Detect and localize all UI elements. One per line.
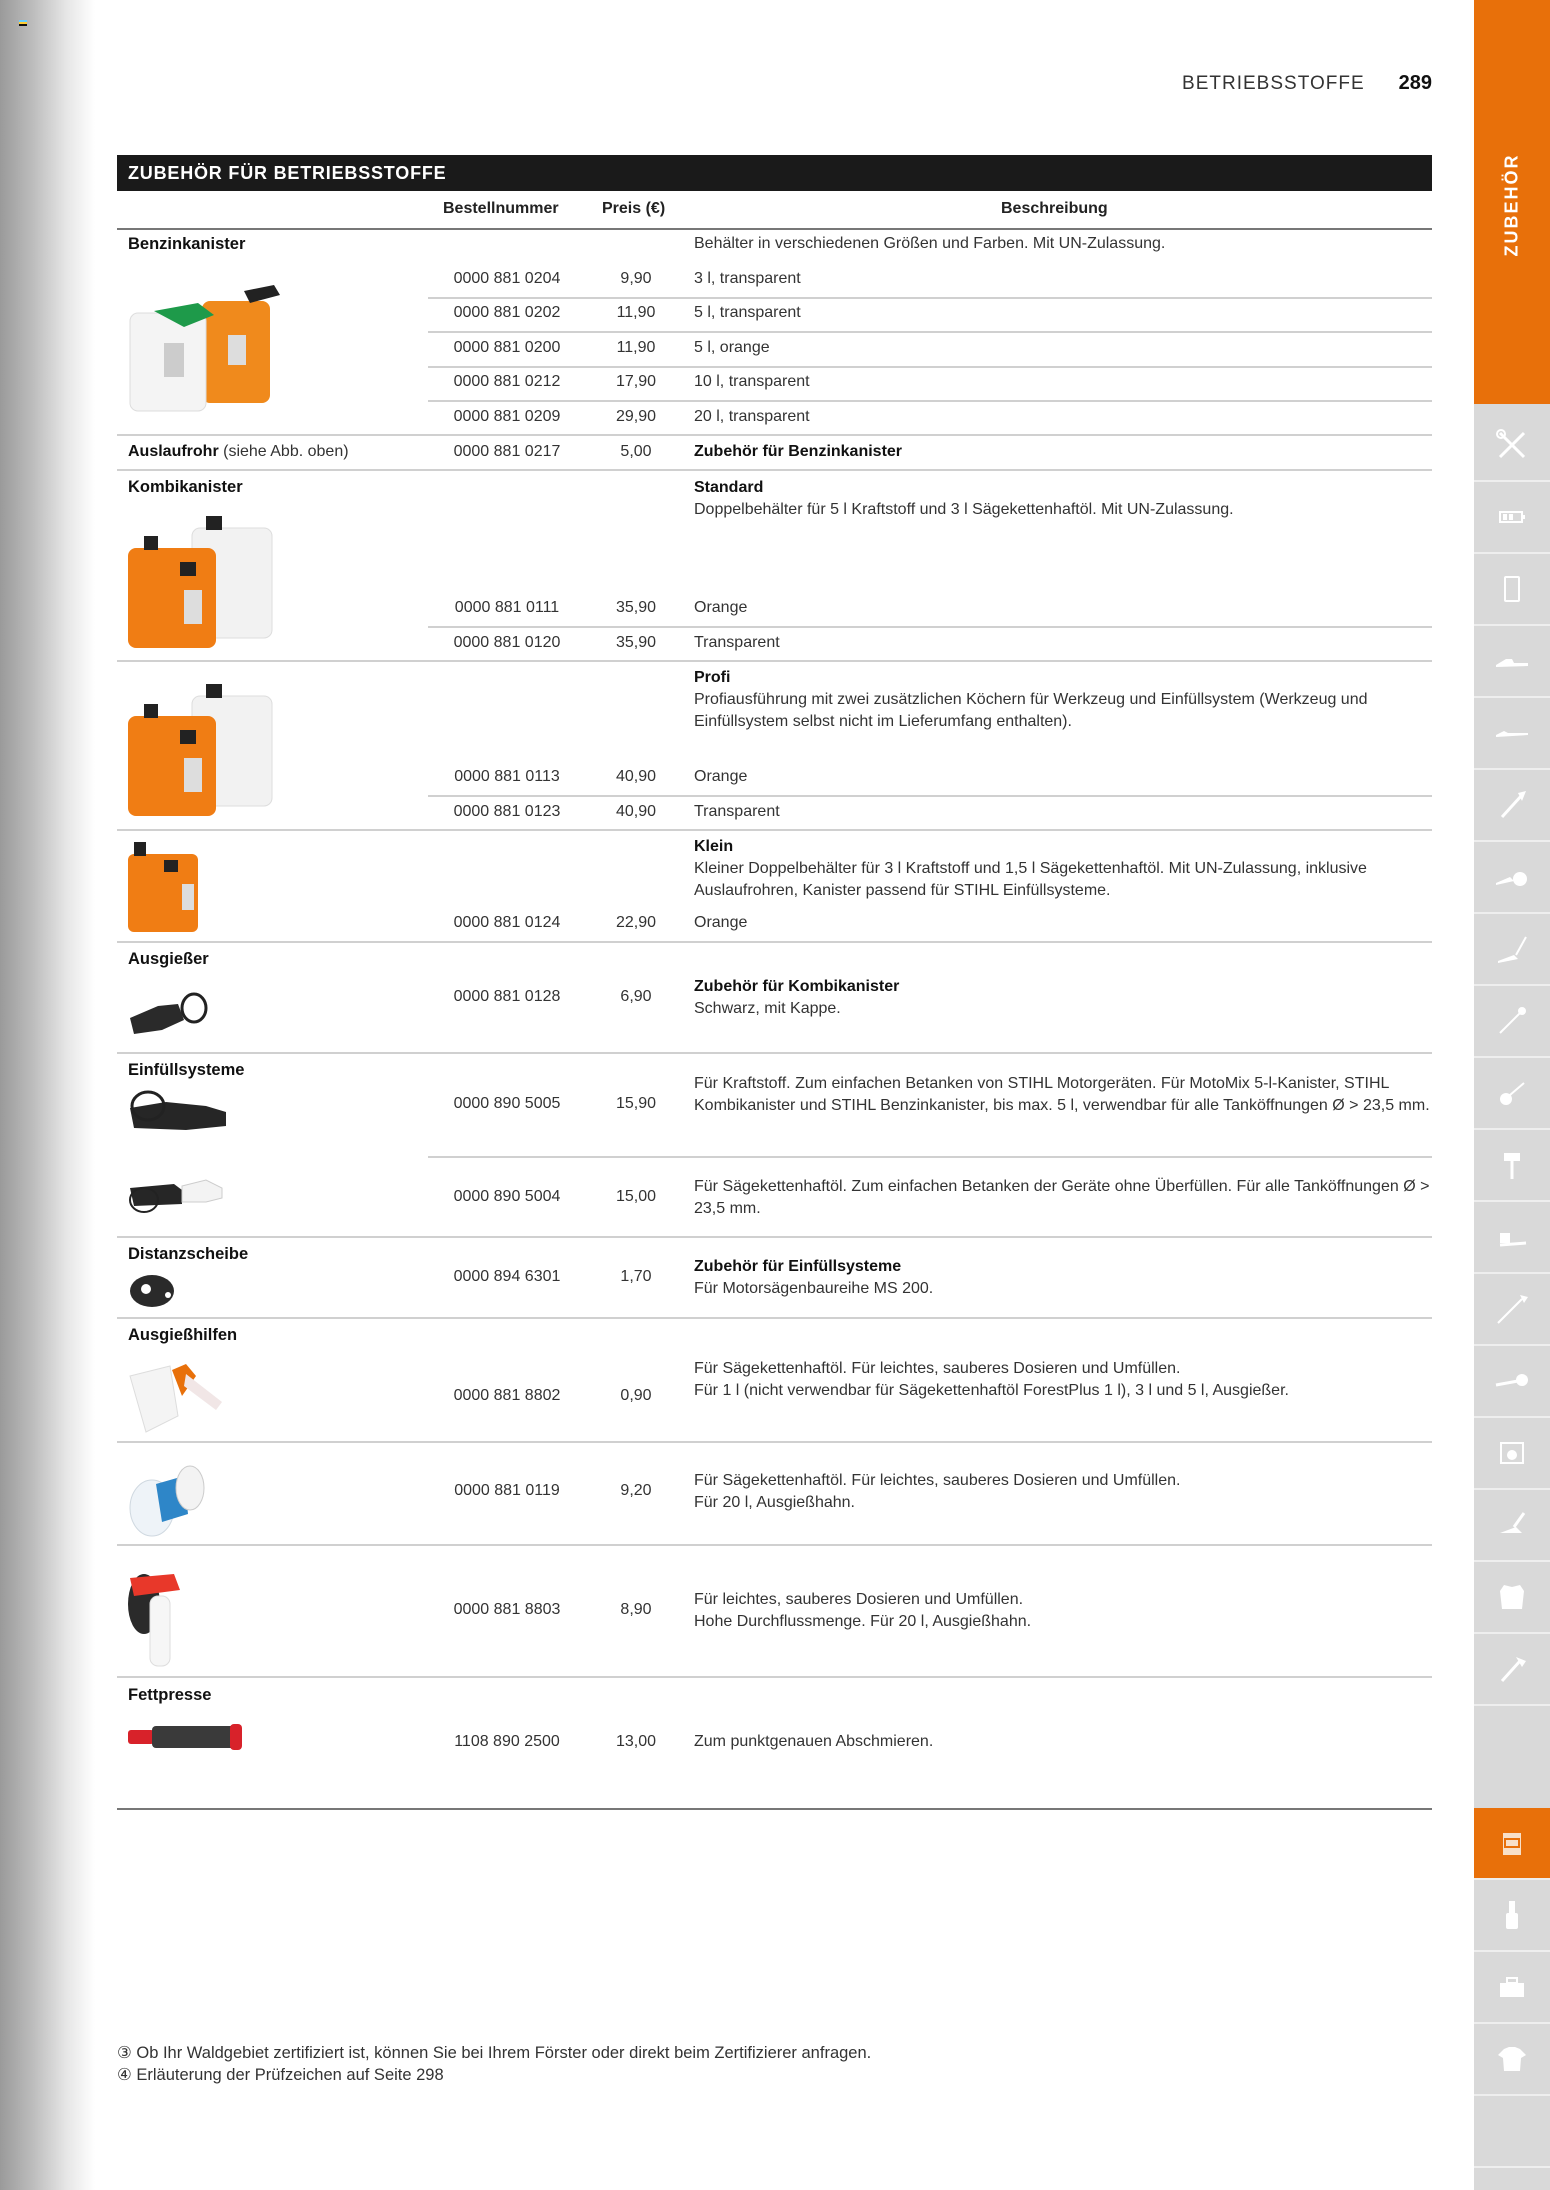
price: 17,90: [615, 373, 657, 390]
price: 9,20: [620, 1482, 652, 1499]
price: 40,90: [615, 803, 657, 820]
sidebar-item-chainsaw[interactable]: [1474, 626, 1550, 698]
price: 9,90: [620, 270, 652, 287]
chainsaw-icon: [1492, 641, 1532, 681]
order-number: 0000 881 0123: [453, 803, 561, 820]
row-divider: [117, 829, 1432, 831]
order-number: 0000 890 5005: [453, 1095, 561, 1112]
leaf-blower-icon: [1492, 1361, 1532, 1401]
blower-icon: [1492, 1217, 1532, 1257]
side-tab-zubehoer[interactable]: [1474, 0, 1550, 404]
kombikanister-klein-image: [124, 840, 204, 936]
product-name-ausgiesshilfen: Ausgießhilfen: [128, 1326, 238, 1344]
kombikanister-standard-image: [124, 510, 294, 650]
order-number: 0000 881 8803: [453, 1601, 561, 1618]
description: 20 l, transparent: [694, 408, 810, 425]
product-name-auslaufrohr: Auslaufrohr (siehe Abb. oben): [128, 443, 349, 460]
sidebar-item-blank[interactable]: [1474, 2096, 1550, 2168]
price: 0,90: [620, 1387, 652, 1404]
price: 11,90: [616, 304, 656, 321]
product-name-benzinkanister: Benzinkanister: [128, 235, 246, 253]
description: Orange: [694, 599, 748, 616]
row-divider: [117, 1544, 1432, 1546]
order-number: 0000 881 0202: [453, 304, 561, 321]
price: 1,70: [620, 1268, 652, 1285]
benzinkanister-image: [124, 283, 304, 413]
battery-icon: [1492, 497, 1532, 537]
sidebar-item-earth-auger[interactable]: [1474, 1130, 1550, 1202]
price: 8,90: [620, 1601, 652, 1618]
row-divider: [117, 469, 1432, 471]
cutoff-saw-icon: [1492, 857, 1532, 897]
sidebar-item-generator[interactable]: [1474, 1418, 1550, 1490]
price: 11,90: [616, 339, 656, 356]
axe-icon: [1492, 1649, 1532, 1689]
table-title: ZUBEHÖR FÜR BETRIEBSSTOFFE: [117, 155, 1432, 191]
sidebar-item-axe[interactable]: [1474, 1634, 1550, 1706]
description: Zum punktgenauen Abschmieren.: [694, 1733, 934, 1750]
order-number: 0000 881 0120: [453, 634, 561, 651]
column-header-bestellnummer: Bestellnummer: [443, 200, 559, 217]
row-divider: [428, 626, 1432, 628]
price: 22,90: [615, 914, 657, 931]
row-divider: [428, 795, 1432, 797]
description: Transparent: [694, 634, 780, 651]
kombikanister-standard-desc: Standard Doppelbehälter für 5 l Kraftstoff und 3 l Sägekettenhaftöl. Mit UN-Zulassung.: [694, 479, 1234, 518]
row-divider: [117, 1052, 1432, 1054]
sidebar-item-pole-saw[interactable]: [1474, 698, 1550, 770]
thumb-index-sidebar: [1474, 0, 1550, 2190]
pole-saw-icon: [1492, 713, 1532, 753]
price: 15,00: [615, 1188, 657, 1205]
footnotes: [117, 2042, 871, 2086]
side-tab-label: ZUBEHÖR: [1501, 153, 1522, 257]
toolbox-icon: [1492, 1967, 1532, 2007]
order-number: 0000 890 5004: [453, 1188, 561, 1205]
einfuellsystem-kraftstoff-image: [126, 1090, 230, 1138]
sidebar-item-leaf-blower[interactable]: [1474, 1346, 1550, 1418]
price: 15,90: [615, 1095, 657, 1112]
tablet-icon: [1492, 569, 1532, 609]
price: 35,90: [615, 634, 657, 651]
ausgiesser-image: [128, 990, 210, 1038]
product-name-fettpresse: Fettpresse: [128, 1686, 212, 1704]
order-number: 0000 881 0209: [453, 408, 561, 425]
sidebar-item-spray-bottle[interactable]: [1474, 1880, 1550, 1952]
price: 5,00: [620, 443, 652, 460]
ausgiesshilfe-3-image: [124, 1568, 196, 1670]
row-divider: [117, 941, 1432, 943]
row-divider: [428, 297, 1432, 299]
order-number: 1108 890 2500: [454, 1733, 560, 1750]
order-number: 0000 881 0119: [454, 1482, 560, 1499]
tools-icon: [1492, 425, 1532, 465]
order-number: 0000 881 0217: [453, 443, 561, 460]
header-rule: [117, 228, 1432, 230]
product-name-kombikanister: Kombikanister: [128, 478, 243, 496]
trimmer-icon: [1492, 1001, 1532, 1041]
kombikanister-klein-desc: Klein Kleiner Doppelbehälter für 3 l Kraftstoff und 1,5 l Sägekettenhaftöl. Mit UN-Zulassung, inklusive Auslaufrohren, Kanister passend für STIHL Einfüllsysteme.: [694, 838, 1367, 899]
product-name-einfuellsysteme: Einfüllsysteme: [128, 1061, 245, 1079]
print-registration-mark: [19, 20, 27, 27]
order-number: 0000 881 8802: [453, 1387, 561, 1404]
description: Für Sägekettenhaftöl. Für leichtes, sauberes Dosieren und Umfüllen. Für 20 l, Ausgießhahn.: [694, 1472, 1181, 1511]
footnote-4: ④ Erläuterung der Prüfzeichen auf Seite 298: [117, 2066, 444, 2084]
description: 5 l, transparent: [694, 304, 801, 321]
description: Für Sägekettenhaftöl. Zum einfachen Betanken der Geräte ohne Überfüllen. Für alle Tanköffnungen Ø > 23,5 mm.: [694, 1178, 1430, 1217]
row-divider: [428, 400, 1432, 402]
description: 10 l, transparent: [694, 373, 810, 390]
row-divider: [117, 1317, 1432, 1319]
order-number: 0000 881 0204: [453, 270, 561, 287]
description: Für leichtes, sauberes Dosieren und Umfüllen. Hohe Durchflussmenge. Für 20 l, Ausgießhahn.: [694, 1591, 1032, 1630]
order-number: 0000 881 0111: [454, 599, 560, 616]
distanzscheibe-image: [128, 1271, 184, 1311]
ausgiesshilfe-1-image: [126, 1356, 222, 1436]
sidebar-item-tshirt[interactable]: [1474, 2024, 1550, 2096]
price: 6,90: [620, 988, 652, 1005]
canister-icon: [1492, 1823, 1532, 1863]
row-divider: [428, 366, 1432, 368]
row-divider: [117, 660, 1432, 662]
sidebar-item-tablet[interactable]: [1474, 554, 1550, 626]
footnote-3: ③ Ob Ihr Waldgebiet zertifiziert ist, können Sie bei Ihrem Förster oder direkt beim Zertifizierer anfragen.: [117, 2044, 872, 2062]
order-number: 0000 881 0124: [453, 914, 561, 931]
table-bottom-rule: [117, 1808, 1432, 1810]
ausgiesshilfe-2-image: [126, 1460, 212, 1542]
page-gutter-shadow: [0, 0, 95, 2190]
row-divider: [428, 1156, 1432, 1158]
sidebar-item-blower[interactable]: [1474, 1202, 1550, 1274]
price: 13,00: [615, 1733, 657, 1750]
sidebar-item-hedge-trimmer[interactable]: [1474, 914, 1550, 986]
tiller-icon: [1492, 1073, 1532, 1113]
description: Orange: [694, 914, 748, 931]
benzinkanister-intro: Behälter in verschiedenen Größen und Farben. Mit UN-Zulassung.: [694, 235, 1166, 252]
earth-auger-icon: [1492, 1145, 1532, 1185]
sidebar-item-cutoff-saw[interactable]: [1474, 842, 1550, 914]
kombikanister-profi-image: [124, 678, 294, 818]
sidebar-item-tiller[interactable]: [1474, 1058, 1550, 1130]
description: Für Kraftstoff. Zum einfachen Betanken von STIHL Motorgeräten. Für MotoMix 5-l-Kanister, STIHL Kombikanister und STIHL Benzinkanister, bis max. 5 l, verwendbar für alle Tanköffnungen Ø > 23,5 mm.: [694, 1075, 1430, 1114]
page-number: 289: [1398, 72, 1432, 94]
brushcutter-icon: [1492, 785, 1532, 825]
column-header-beschreibung: Beschreibung: [1001, 200, 1108, 217]
sidebar-item-battery[interactable]: [1474, 482, 1550, 554]
fettpresse-image: [126, 1722, 246, 1752]
row-divider: [117, 1441, 1432, 1443]
generator-icon: [1492, 1433, 1532, 1473]
section-name: BETRIEBSSTOFFE: [1182, 73, 1365, 94]
row-divider: [117, 1676, 1432, 1678]
sweeper-icon: [1492, 1289, 1532, 1329]
lawnmower-icon: [1492, 1505, 1532, 1545]
order-number: 0000 881 0212: [453, 373, 561, 390]
spray-bottle-icon: [1492, 1895, 1532, 1935]
product-name-distanzscheibe: Distanzscheibe: [128, 1245, 249, 1263]
description: Für Sägekettenhaftöl. Für leichtes, sauberes Dosieren und Umfüllen. Für 1 l (nicht verwendbar für Sägekettenhaftöl ForestPlus 1 l), 3 l und 5 l, Ausgießer.: [694, 1360, 1289, 1399]
jacket-icon: [1492, 1577, 1532, 1617]
kombikanister-profi-desc: Profi Profiausführung mit zwei zusätzlichen Köchern für Werkzeug und Einfüllsystem (Werkzeug und Einfüllsystem selbst nicht im Lieferumfang enthalten).: [694, 669, 1368, 730]
sidebar-item-jacket[interactable]: [1474, 1562, 1550, 1634]
description: 5 l, orange: [694, 339, 770, 356]
price: 35,90: [615, 599, 657, 616]
row-divider: [117, 434, 1432, 436]
hedge-trimmer-icon: [1492, 929, 1532, 969]
description: 3 l, transparent: [694, 270, 801, 287]
row-divider: [117, 1236, 1432, 1238]
price: 40,90: [615, 768, 657, 785]
description: Zubehör für Einfüllsysteme Für Motorsägenbaureihe MS 200.: [694, 1258, 934, 1297]
sidebar-item-tools[interactable]: [1474, 410, 1550, 482]
column-header-preis: Preis (€): [602, 200, 666, 217]
tshirt-icon: [1492, 2039, 1532, 2079]
sidebar-item-trimmer[interactable]: [1474, 986, 1550, 1058]
sidebar-item-brushcutter[interactable]: [1474, 770, 1550, 842]
row-divider: [428, 331, 1432, 333]
sidebar-item-lawnmower[interactable]: [1474, 1490, 1550, 1562]
order-number: 0000 881 0113: [454, 768, 560, 785]
running-header: [1182, 72, 1432, 95]
price: 29,90: [615, 408, 657, 425]
sidebar-item-canister[interactable]: [1474, 1808, 1550, 1880]
einfuellsystem-oel-image: [126, 1170, 226, 1218]
description: Transparent: [694, 803, 780, 820]
order-number: 0000 881 0200: [453, 339, 561, 356]
description: Orange: [694, 768, 748, 785]
description: Zubehör für Benzinkanister: [694, 443, 903, 460]
description: Zubehör für Kombikanister Schwarz, mit Kappe.: [694, 978, 900, 1017]
sidebar-item-sweeper[interactable]: [1474, 1274, 1550, 1346]
sidebar-item-toolbox[interactable]: [1474, 1952, 1550, 2024]
order-number: 0000 881 0128: [453, 988, 561, 1005]
product-name-ausgiesser: Ausgießer: [128, 950, 209, 968]
order-number: 0000 894 6301: [453, 1268, 561, 1285]
